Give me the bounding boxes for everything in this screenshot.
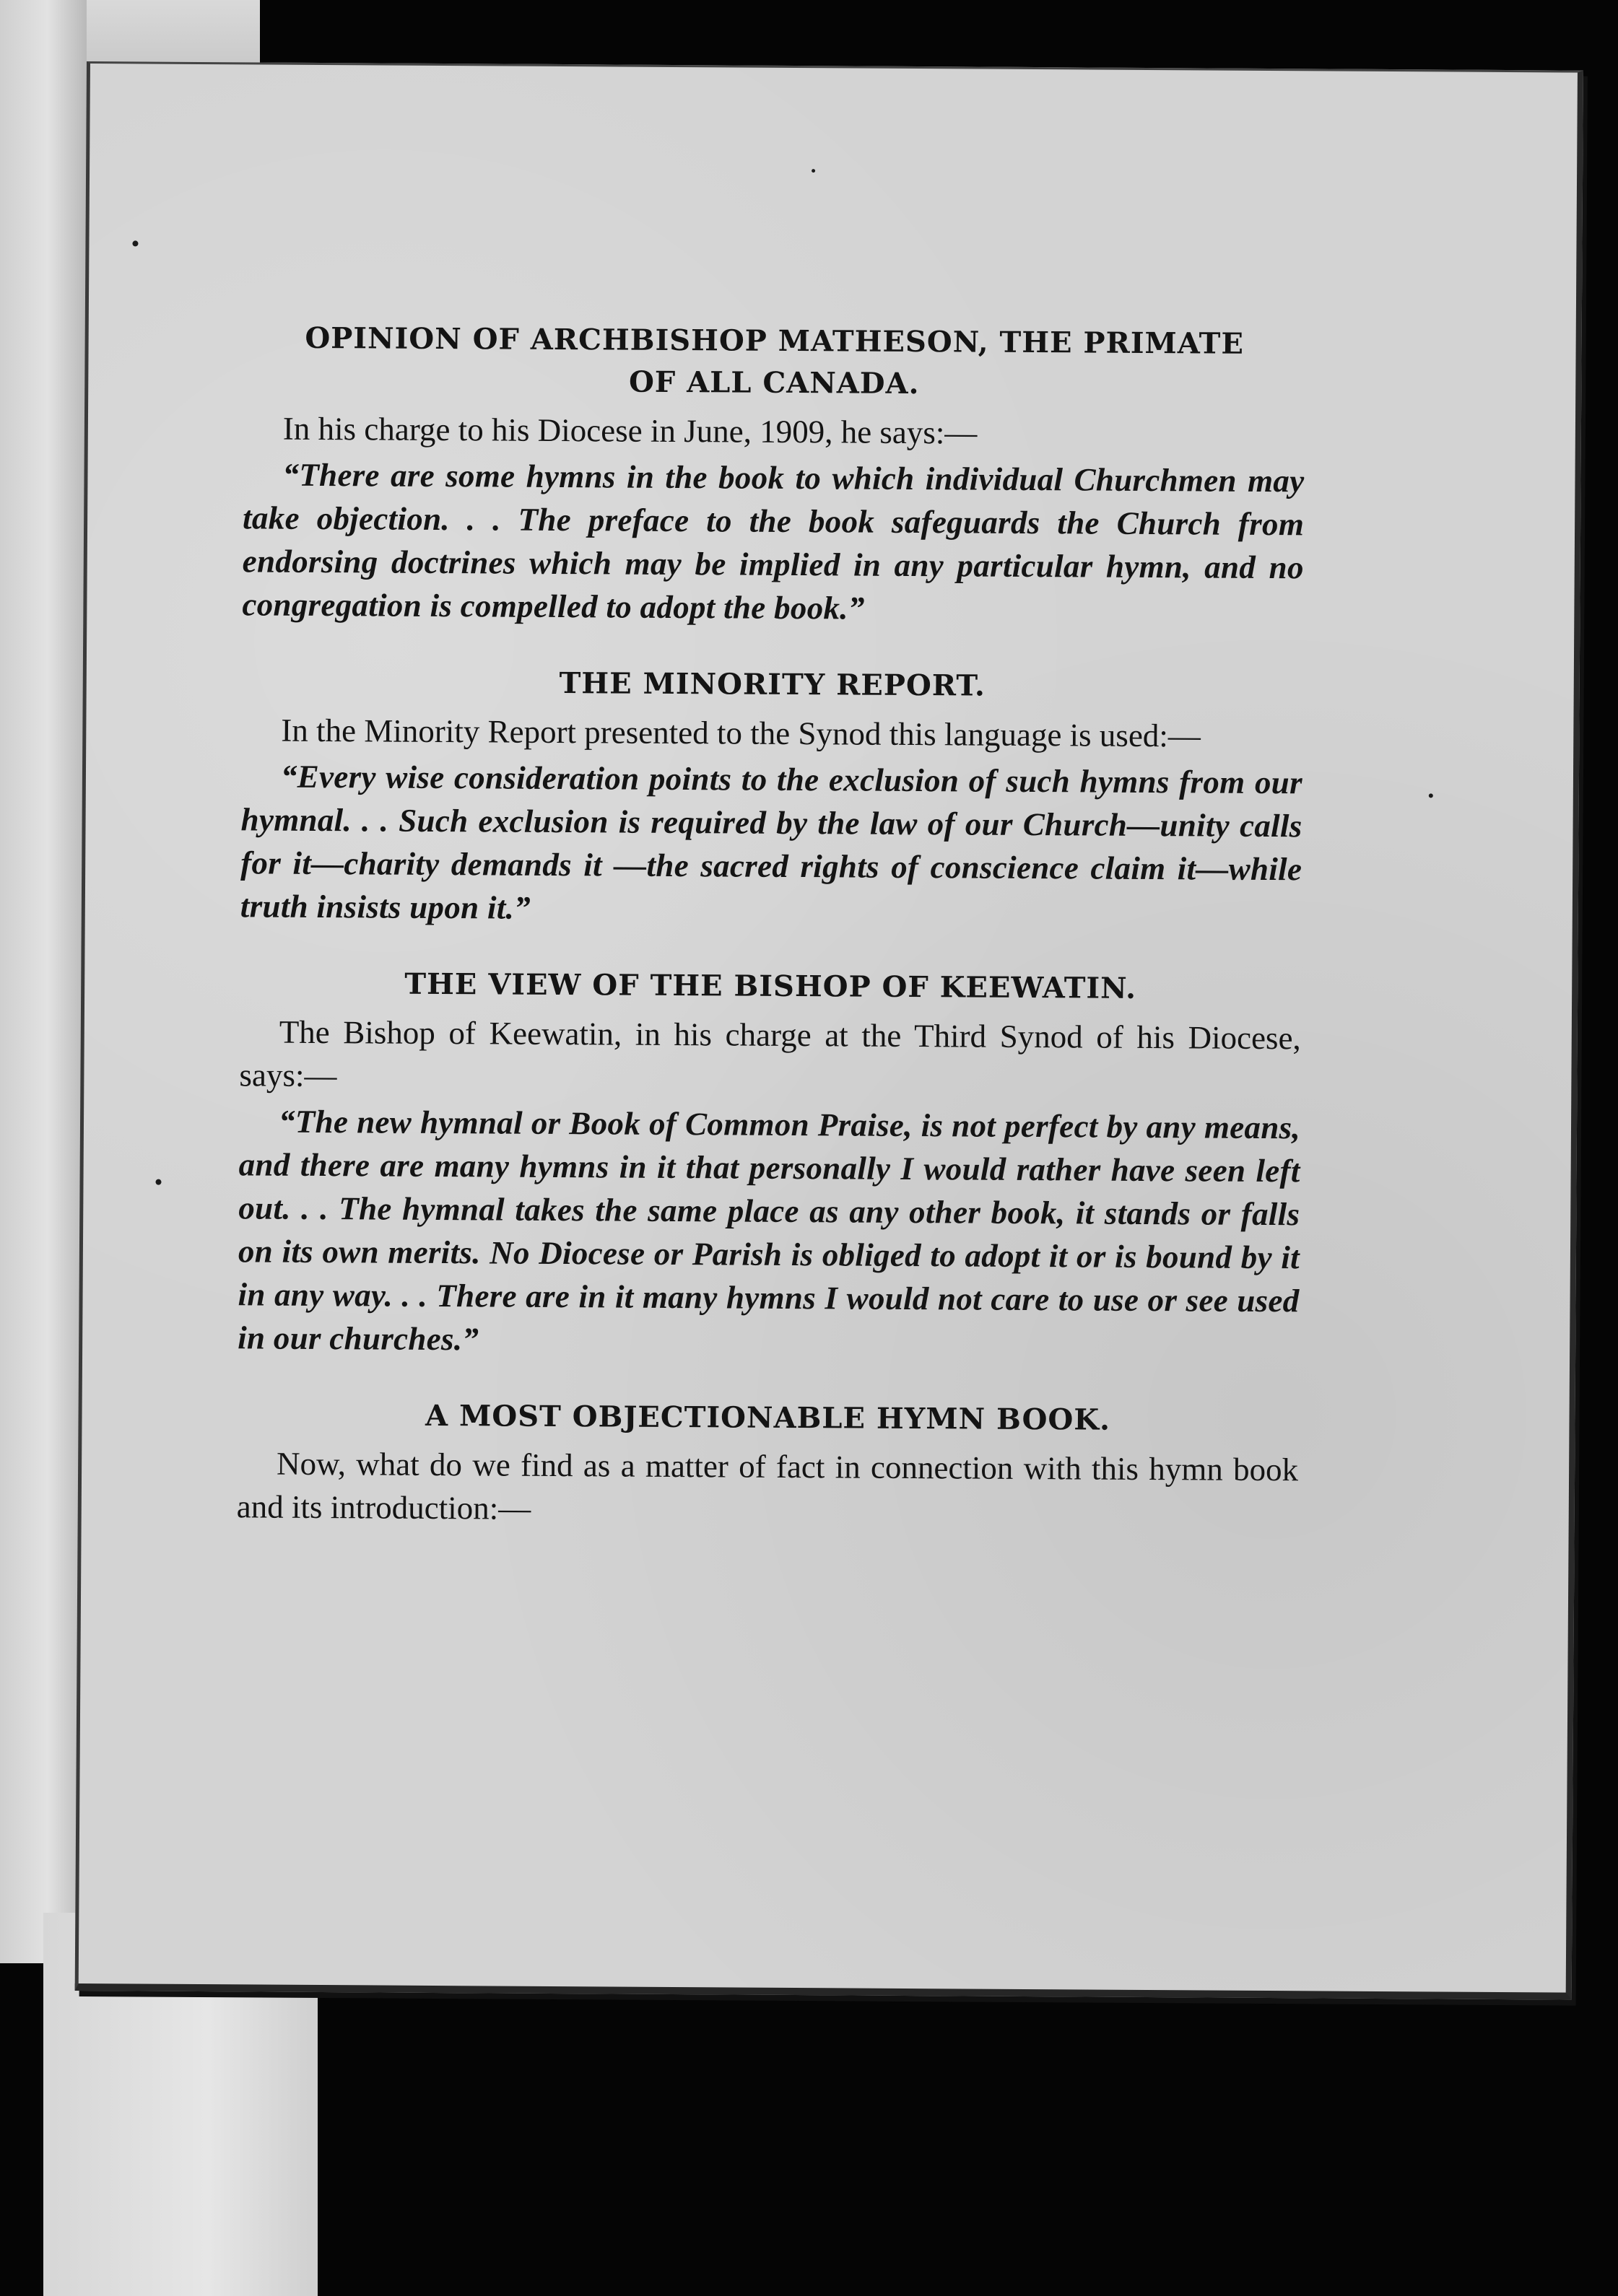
adjacent-page-edge — [0, 0, 87, 1963]
section-minority-report — [240, 660, 1303, 934]
paper-speck — [1429, 793, 1433, 798]
paper-speck — [812, 169, 815, 173]
section-quote: “The new hymnal or Book of Common Praise, is not perfect by any means, and there are many hymns in it that personally I would rather have seen left out. . . The hymnal takes the same place as any other book, it stands or falls on its own merits. No Diocese or Parish is obliged to adopt it or is bound by it in any way. . . There are in it many hymns I would not care to use or see used in our churches.” — [238, 1103, 1301, 1358]
document-page — [75, 61, 1583, 2000]
section-heading: THE VIEW OF THE BISHOP OF KEEWATIN. — [404, 966, 1137, 1005]
heading-line: OF ALL CANADA. — [628, 365, 920, 401]
section-heading — [243, 317, 1305, 407]
section-quote: “There are some hymns in the book to which individual Churchmen may take objection. . . The preface to the book safeguards the Church from endorsing doctrines which may be implied in any particular hymn, and no congregation is compelled to adopt the book.” — [242, 456, 1305, 627]
section-body: Now, what do we find as a matter of fact in connection with this hymn book and its introduction:— — [236, 1445, 1299, 1527]
section-heading: A MOST OBJECTIONABLE HYMN BOOK. — [425, 1398, 1111, 1437]
section-archbishop-matheson — [242, 317, 1305, 632]
section-bishop-of-keewatin — [238, 962, 1301, 1366]
section-intro: The Bishop of Keewatin, in his charge at the Third Synod of his Diocese, says:— — [239, 1013, 1301, 1094]
section-quote: “Every wise consideration points to the exclusion of such hymns from our hymnal. . . Such exclusion is required by the law of our Church—unity calls for it—charity demands it —the sacred rights of conscience claim it—while truth insists upon it.” — [240, 758, 1303, 926]
section-heading: THE MINORITY REPORT. — [559, 666, 986, 703]
page-content — [237, 317, 1305, 1537]
section-objectionable-hymn-book — [237, 1394, 1299, 1535]
paper-speck — [132, 240, 138, 246]
paper-speck — [155, 1179, 161, 1185]
section-intro: In the Minority Report presented to the Synod this language is used:— — [281, 712, 1201, 754]
heading-line: OPINION OF ARCHBISHOP MATHESON, THE PRIMATE — [305, 320, 1245, 361]
section-intro: In his charge to his Diocese in June, 1909, he says:— — [282, 410, 978, 451]
